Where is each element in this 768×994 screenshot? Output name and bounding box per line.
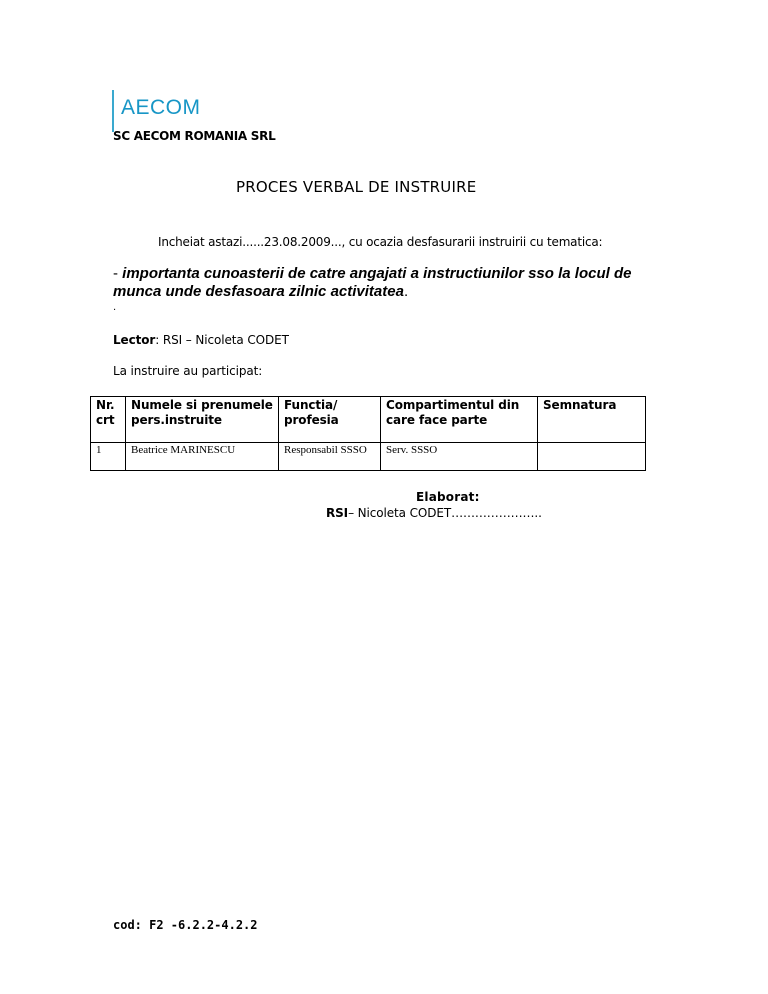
table-row bbox=[91, 443, 646, 471]
elaborat-role: RSI bbox=[326, 506, 349, 520]
cell-function: Responsabil SSSO bbox=[279, 443, 381, 471]
header-department: Compartimentul din care face parte bbox=[381, 397, 538, 443]
cell-department: Serv. SSSO bbox=[381, 443, 538, 471]
table-header-row bbox=[91, 397, 646, 443]
elaborat-signer bbox=[326, 506, 542, 520]
company-name: SC AECOM ROMANIA SRL bbox=[113, 129, 276, 143]
intro-text: Incheiat astazi......23.08.2009..., cu ocazia desfasurarii instruirii cu tematica: bbox=[158, 235, 603, 249]
separator-dot: . bbox=[113, 302, 117, 313]
header-function: Functia/ profesia bbox=[279, 397, 381, 443]
topic-text: importanta cunoasterii de catre angajati a instructiunilor sso la locul de munca unde desfasoara zilnic activitatea bbox=[113, 265, 632, 300]
lector-line bbox=[113, 333, 289, 347]
lector-label: Lector bbox=[113, 333, 156, 347]
topic-prefix: - bbox=[113, 265, 123, 282]
cell-nr: 1 bbox=[91, 443, 126, 471]
logo-divider bbox=[112, 90, 114, 132]
participants-table bbox=[90, 396, 646, 471]
header-nr: Nr. crt bbox=[91, 397, 126, 443]
header-name: Numele si prenumele pers.instruite bbox=[126, 397, 279, 443]
header-signature: Semnatura bbox=[538, 397, 646, 443]
document-title: PROCES VERBAL DE INSTRUIRE bbox=[236, 178, 477, 196]
lector-value: : RSI – Nicoleta CODET bbox=[155, 333, 289, 347]
topic-suffix: . bbox=[403, 283, 409, 300]
participants-label: La instruire au participat: bbox=[113, 364, 263, 378]
elaborat-label: Elaborat: bbox=[416, 490, 480, 504]
cell-signature bbox=[538, 443, 646, 471]
company-logo: AECOM bbox=[121, 96, 201, 119]
cell-name: Beatrice MARINESCU bbox=[126, 443, 279, 471]
training-topic bbox=[113, 265, 653, 301]
document-code: cod: F2 -6.2.2-4.2.2 bbox=[113, 918, 258, 932]
elaborat-name: – Nicoleta CODET………………….. bbox=[348, 506, 542, 520]
